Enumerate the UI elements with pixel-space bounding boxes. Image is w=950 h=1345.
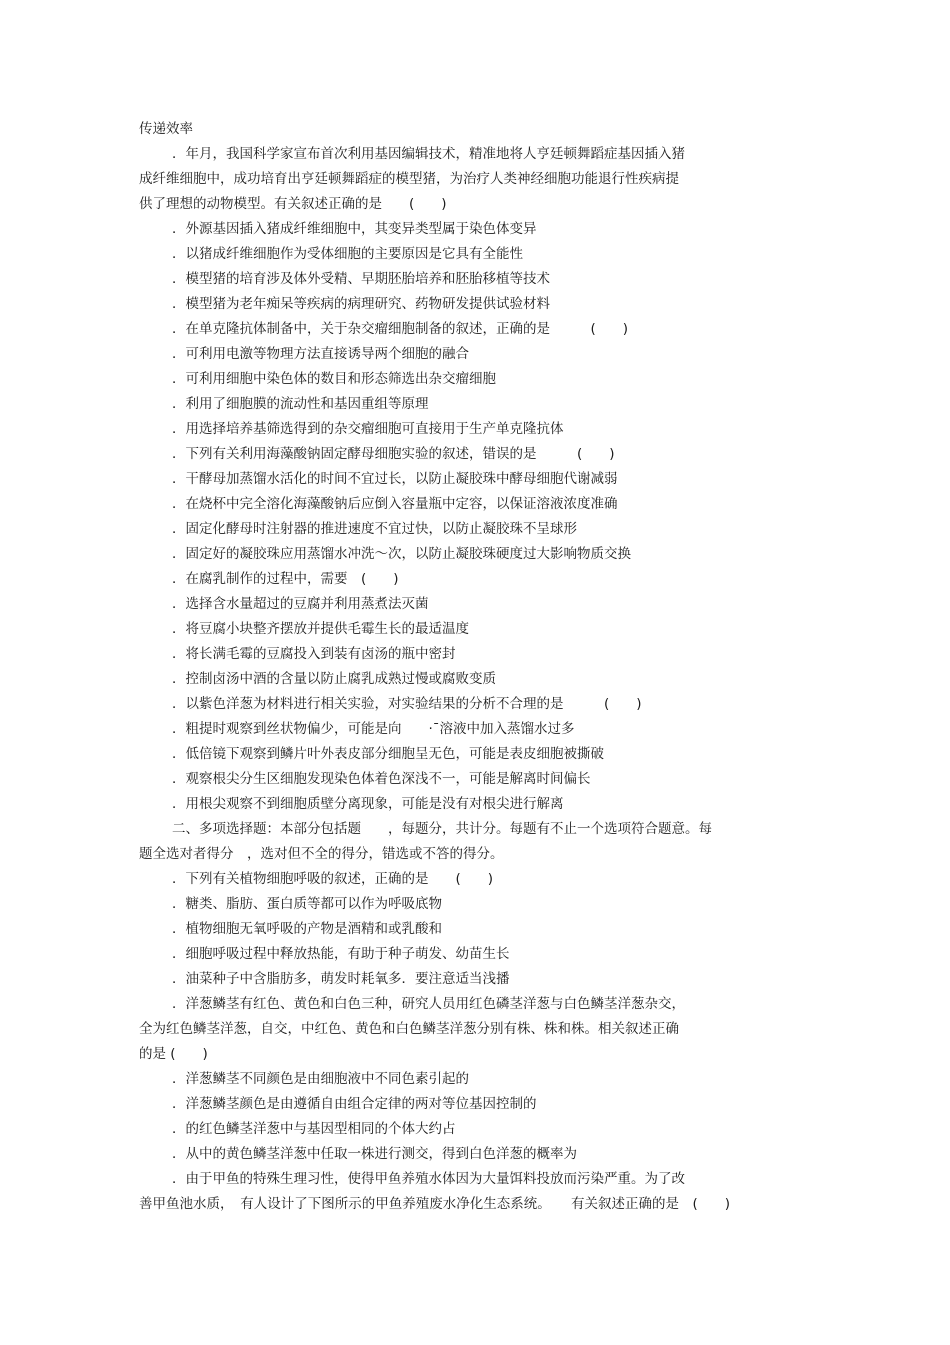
- option-line: ．将豆腐小块整齐摆放并提供毛霉生长的最适温度: [172, 621, 469, 637]
- option-line: ．低倍镜下观察到鳞片叶外表皮部分细胞呈无色，可能是表皮细胞被撕破: [172, 746, 604, 762]
- question-stem-line: ．由于甲鱼的特殊生理习性，使得甲鱼养殖水体因为大量饵料投放而污染严重。为了改: [172, 1171, 685, 1187]
- option-line: ．控制卤汤中酒的含量以防止腐乳成熟过慢或腐败变质: [172, 671, 496, 687]
- option-line: ．糖类、脂肪、蛋白质等都可以作为呼吸底物: [172, 896, 442, 912]
- option-line: ．的红色鳞茎洋葱中与基因型相同的个体大约占: [172, 1121, 456, 1137]
- question-stem-line: ．下列有关植物细胞呼吸的叙述，正确的是 ( ): [172, 871, 494, 887]
- option-line: ．模型猪为老年痴呆等疾病的病理研究、药物研发提供试验材料: [172, 296, 550, 312]
- option-line: ．洋葱鳞茎不同颜色是由细胞液中不同色素引起的: [172, 1071, 469, 1087]
- option-line: ．从中的黄色鳞茎洋葱中任取一株进行测交，得到白色洋葱的概率为: [172, 1146, 577, 1162]
- option-line: ．以猪成纤维细胞作为受体细胞的主要原因是它具有全能性: [172, 246, 523, 262]
- question-stem-line: 全为红色鳞茎洋葱，自交，中红色、黄色和白色鳞茎洋葱分别有株、株和株。相关叙述正确: [139, 1021, 679, 1037]
- option-line: ．粗提时观察到丝状物偏少，可能是向 ·¯溶液中加入蒸馏水过多: [172, 721, 575, 737]
- question-stem-line: ．年月，我国科学家宣布首次利用基因编辑技术，精准地将人亨廷顿舞蹈症基因插入猪: [172, 146, 685, 162]
- option-line: ．用选择培养基筛选得到的杂交瘤细胞可直接用于生产单克隆抗体: [172, 421, 564, 437]
- option-line: ．观察根尖分生区细胞发现染色体着色深浅不一，可能是解离时间偏长: [172, 771, 591, 787]
- section-heading-line: 二、多项选择题：本部分包括题 ，每题分，共计分。每题有不止一个选项符合题意。每: [172, 821, 712, 837]
- text-line: 传递效率: [139, 121, 193, 137]
- option-line: ．油菜种子中含脂肪多，萌发时耗氧多．要注意适当浅播: [172, 971, 510, 987]
- option-line: ．干酵母加蒸馏水活化的时间不宜过长，以防止凝胶珠中酵母细胞代谢减弱: [172, 471, 618, 487]
- option-line: ．固定化酵母时注射器的推进速度不宜过快，以防止凝胶珠不呈球形: [172, 521, 577, 537]
- question-stem-line: 的是 ( ): [139, 1046, 208, 1062]
- option-line: ．可利用细胞中染色体的数目和形态筛选出杂交瘤细胞: [172, 371, 496, 387]
- section-heading-line: 题全选对者得分 ，选对但不全的得分，错选或不答的得分。: [139, 846, 504, 862]
- option-line: ．选择含水量超过的豆腐并利用蒸煮法灭菌: [172, 596, 429, 612]
- option-line: ．用根尖观察不到细胞质壁分离现象，可能是没有对根尖进行解离: [172, 796, 564, 812]
- option-line: ．将长满毛霉的豆腐投入到装有卤汤的瓶中密封: [172, 646, 456, 662]
- question-stem-line: ．在腐乳制作的过程中，需要 ( ): [172, 571, 399, 587]
- question-stem-line: ．以紫色洋葱为材料进行相关实验，对实验结果的分析不合理的是 ( ): [172, 696, 642, 712]
- option-line: ．固定好的凝胶珠应用蒸馏水冲洗～次，以防止凝胶珠硬度过大影响物质交换: [172, 546, 631, 562]
- question-stem-line: 善甲鱼池水质， 有人设计了下图所示的甲鱼养殖废水净化生态系统。 有关叙述正确的是 ( ): [139, 1196, 731, 1212]
- option-line: ．外源基因插入猪成纤维细胞中，其变异类型属于染色体变异: [172, 221, 537, 237]
- question-stem-line: ．下列有关利用海藻酸钠固定酵母细胞实验的叙述，错误的是 ( ): [172, 446, 615, 462]
- question-stem-line: ．在单克隆抗体制备中，关于杂交瘤细胞制备的叙述，正确的是 ( ): [172, 321, 629, 337]
- question-stem-line: ．洋葱鳞茎有红色、黄色和白色三种，研究人员用红色磷茎洋葱与白色鳞茎洋葱杂交，: [172, 996, 685, 1012]
- option-line: ．细胞呼吸过程中释放热能，有助于种子萌发、幼苗生长: [172, 946, 510, 962]
- question-stem-line: 供了理想的动物模型。有关叙述正确的是 ( ): [139, 196, 447, 212]
- option-line: ．在烧杯中完全溶化海藻酸钠后应倒入容量瓶中定容，以保证溶液浓度准确: [172, 496, 618, 512]
- option-line: ．可利用电激等物理方法直接诱导两个细胞的融合: [172, 346, 469, 362]
- question-stem-line: 成纤维细胞中，成功培育出亨廷顿舞蹈症的模型猪，为治疗人类神经细胞功能退行性疾病提: [139, 171, 679, 187]
- option-line: ．利用了细胞膜的流动性和基因重组等原理: [172, 396, 429, 412]
- option-line: ．模型猪的培育涉及体外受精、早期胚胎培养和胚胎移植等技术: [172, 271, 550, 287]
- option-line: ．植物细胞无氧呼吸的产物是酒精和或乳酸和: [172, 921, 442, 937]
- option-line: ．洋葱鳞茎颜色是由遵循自由组合定律的两对等位基因控制的: [172, 1096, 537, 1112]
